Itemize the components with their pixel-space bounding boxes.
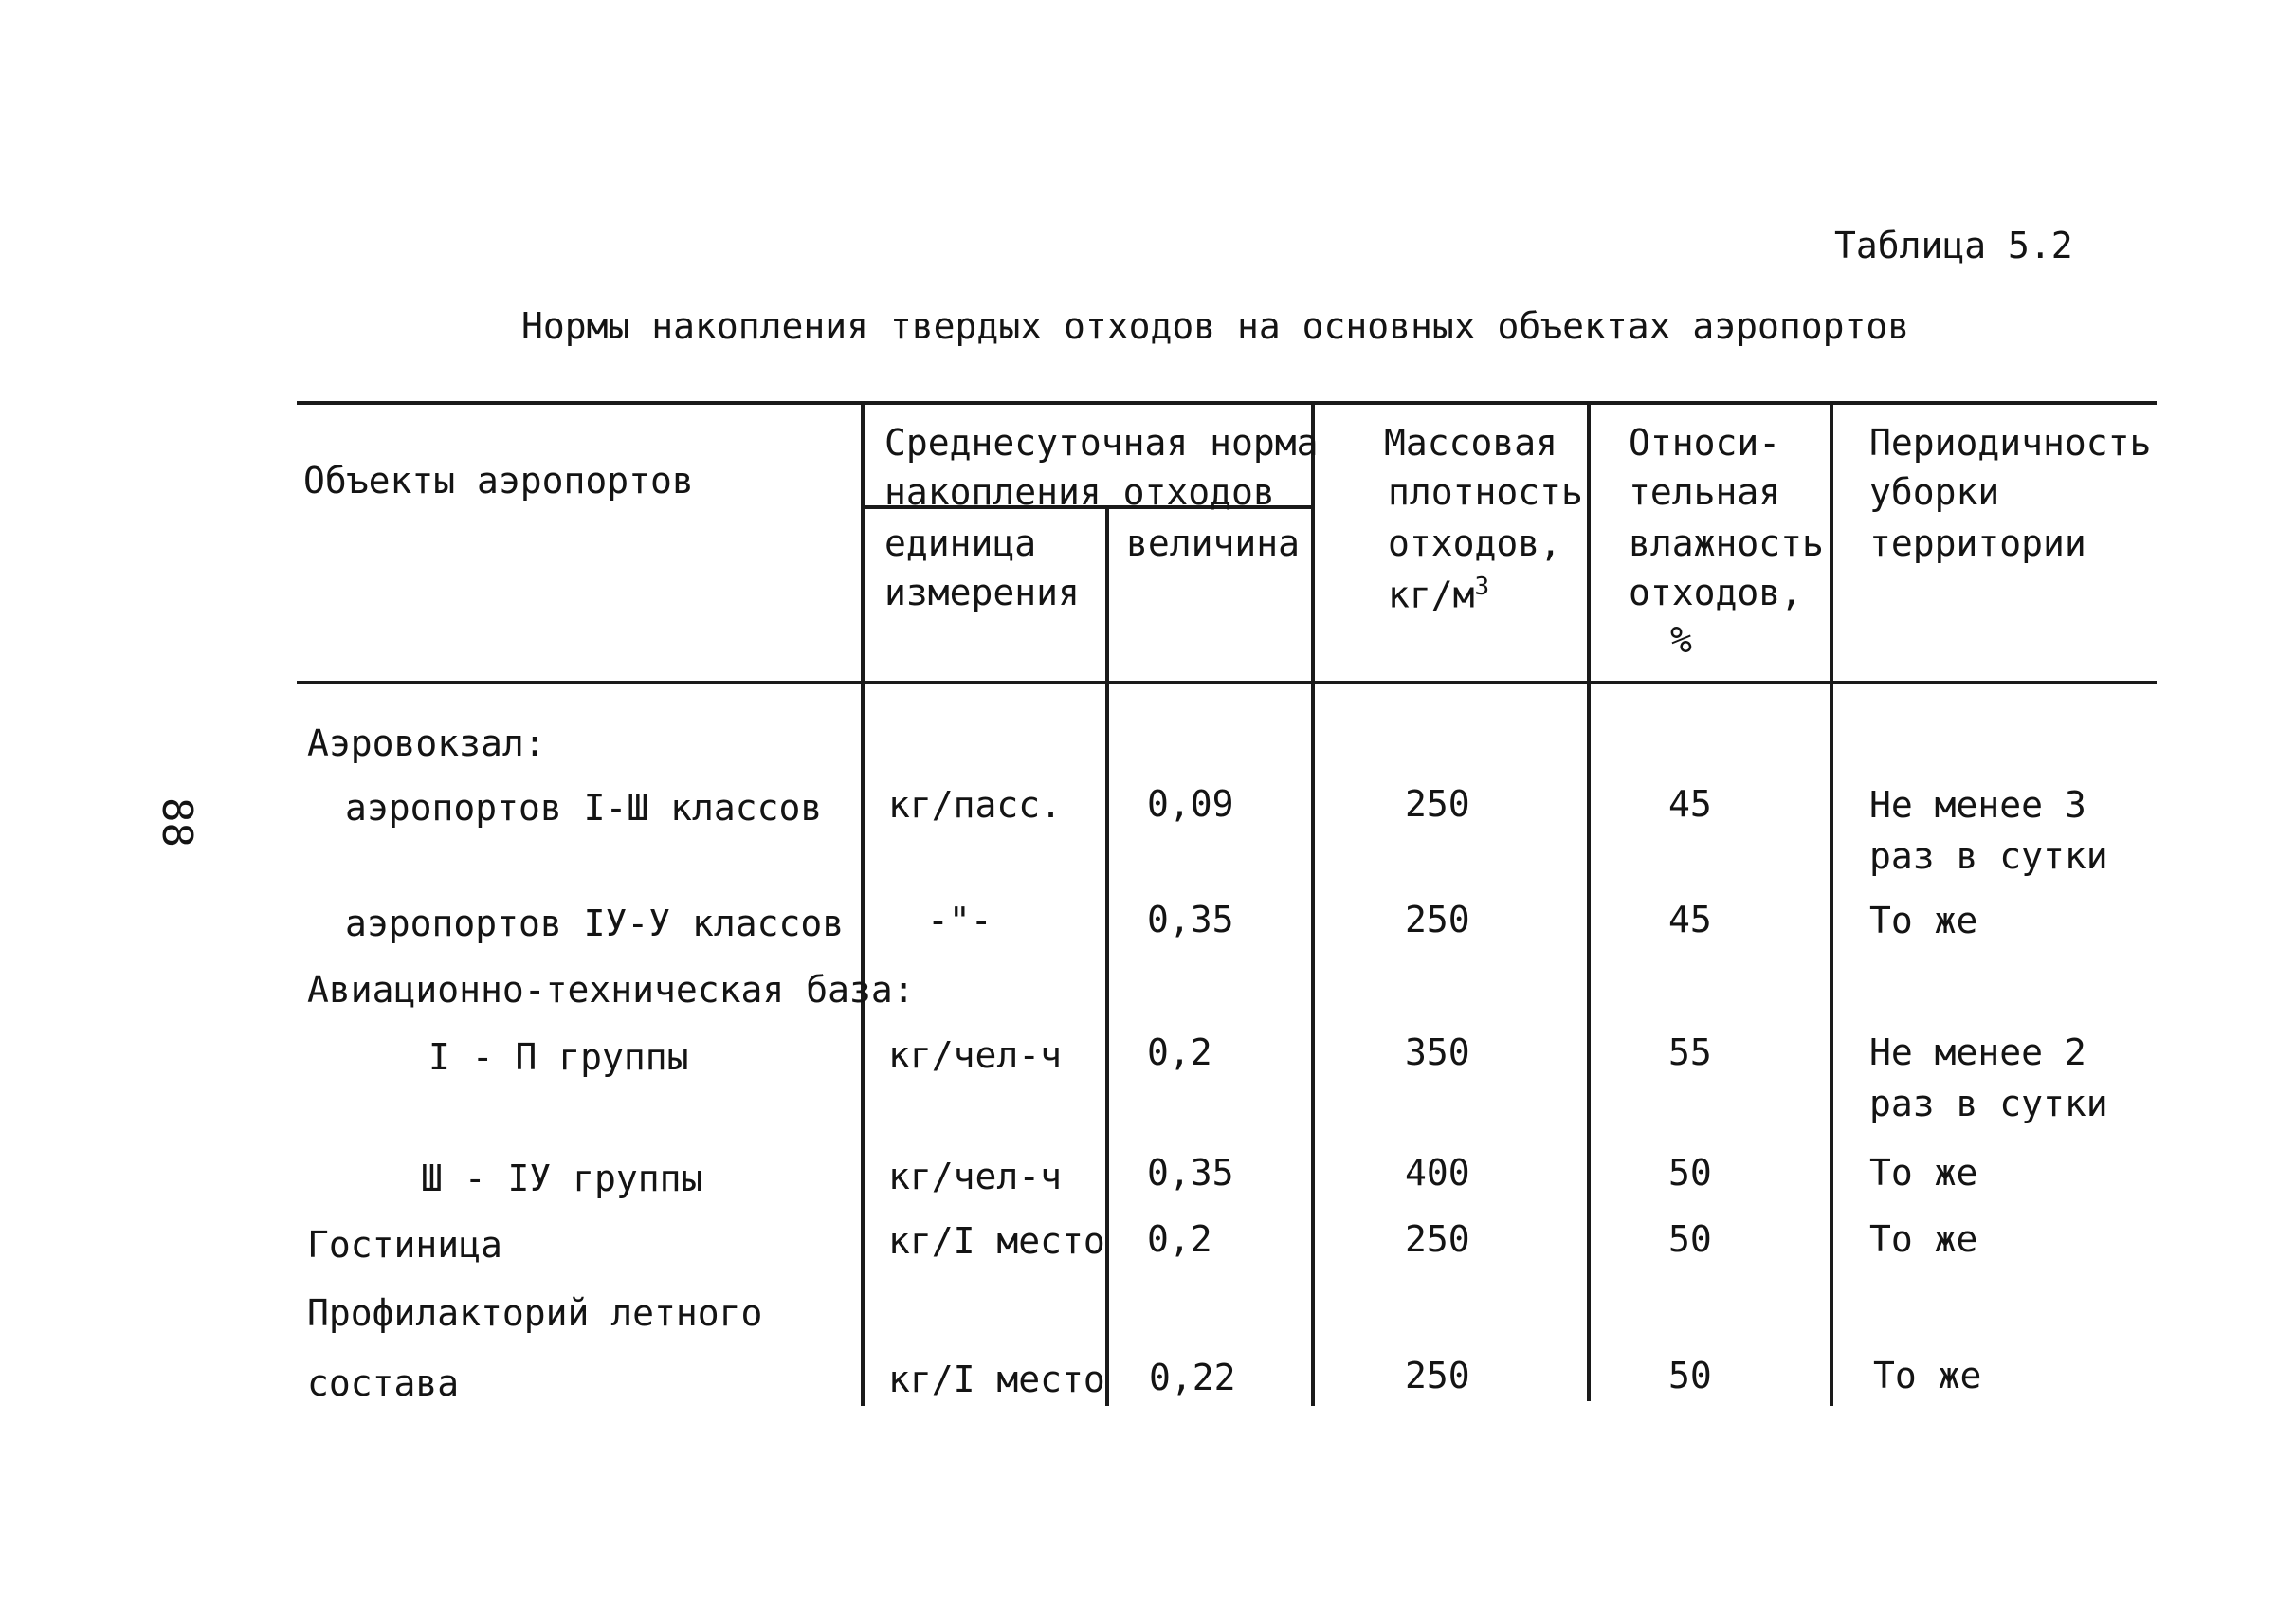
row-unit: кг/чел-ч <box>888 1156 1063 1197</box>
col-divider-5 <box>1830 401 1833 1406</box>
row-period-line1: Не менее 2 <box>1869 1031 2086 1073</box>
row-name-line2: состава <box>307 1362 460 1404</box>
row-value: 0,2 <box>1147 1031 1212 1073</box>
header-humidity-line4: отходов, <box>1629 572 1803 613</box>
row-period: То же <box>1873 1355 1982 1396</box>
row-name: аэропортов I-Ш классов <box>345 787 823 829</box>
row-name-line1: Профилакторий летного <box>307 1292 763 1334</box>
row-unit: кг/чел-ч <box>888 1034 1063 1076</box>
header-norm-line1: Среднесуточная норма <box>884 422 1319 464</box>
row-unit: -"- <box>927 900 993 941</box>
table-label: Таблица 5.2 <box>1834 225 2073 266</box>
col-divider-4 <box>1587 401 1591 1401</box>
row-humidity: 45 <box>1668 899 1712 940</box>
header-humidity-line5: % <box>1670 619 1692 661</box>
row-name: Ш - IУ группы <box>421 1158 703 1199</box>
row-value: 0,2 <box>1147 1218 1212 1260</box>
row-unit: кг/пасс. <box>888 784 1063 826</box>
row-value: 0,35 <box>1147 1152 1234 1194</box>
row-humidity: 50 <box>1668 1355 1712 1396</box>
row-name: I - П группы <box>428 1036 689 1078</box>
row-period: То же <box>1869 900 1978 941</box>
row-value: 0,22 <box>1149 1357 1236 1398</box>
row-value: 0,09 <box>1147 783 1234 825</box>
header-density-line3: отходов, <box>1388 522 1562 564</box>
header-humidity-line1: Относи- <box>1629 422 1781 464</box>
header-norm-line2: накопления отходов <box>884 471 1275 513</box>
page-number: 88 <box>152 797 201 848</box>
row-humidity: 45 <box>1668 783 1712 825</box>
header-period-line1: Периодичность <box>1869 422 2152 464</box>
col-divider-2 <box>1105 505 1109 1406</box>
row-humidity: 50 <box>1668 1218 1712 1260</box>
row-period-line2: раз в сутки <box>1869 835 2108 877</box>
density-unit: кг/м <box>1388 574 1475 616</box>
group-atb: Авиационно-техническая база: <box>307 969 915 1011</box>
density-unit-superscript: 3 <box>1474 573 1490 601</box>
row-density: 250 <box>1405 1218 1470 1260</box>
col-divider-3 <box>1311 401 1315 1406</box>
row-density: 350 <box>1405 1031 1470 1073</box>
row-name: Гостиница <box>307 1224 502 1266</box>
row-period: То же <box>1869 1152 1978 1194</box>
header-unit-line2: измерения <box>884 572 1080 613</box>
row-value: 0,35 <box>1147 899 1234 940</box>
header-density-line2: плотность <box>1388 471 1583 513</box>
table-title: Нормы накопления твердых отходов на основных объектах аэропортов <box>521 305 1910 347</box>
header-period-line3: территории <box>1869 522 2086 564</box>
row-period-line1: Не менее 3 <box>1869 784 2086 826</box>
header-objects: Объекты аэропортов <box>303 460 694 502</box>
row-density: 250 <box>1405 783 1470 825</box>
group-terminal: Аэровокзал: <box>307 722 546 764</box>
row-name: аэропортов IУ-У классов <box>345 903 845 944</box>
header-value: величина <box>1126 522 1301 564</box>
row-humidity: 50 <box>1668 1152 1712 1194</box>
header-period-line2: уборки <box>1869 471 2000 513</box>
row-unit: кг/I место <box>888 1220 1105 1262</box>
header-density-line1: Массовая <box>1384 422 1558 464</box>
row-period-line2: раз в сутки <box>1869 1083 2108 1124</box>
header-density-line4 <box>1388 573 1490 616</box>
row-period: То же <box>1869 1218 1978 1260</box>
row-density: 400 <box>1405 1152 1470 1194</box>
header-humidity-line2: тельная <box>1629 471 1781 513</box>
row-unit: кг/I место <box>888 1359 1105 1400</box>
row-density: 250 <box>1405 899 1470 940</box>
header-unit-line1: единица <box>884 522 1037 564</box>
header-humidity-line3: влажность <box>1629 522 1824 564</box>
row-humidity: 55 <box>1668 1031 1712 1073</box>
table-top-rule <box>297 401 2157 405</box>
col-divider-1 <box>861 401 865 1406</box>
row-density: 250 <box>1405 1355 1470 1396</box>
header-bottom-rule <box>297 681 2157 684</box>
